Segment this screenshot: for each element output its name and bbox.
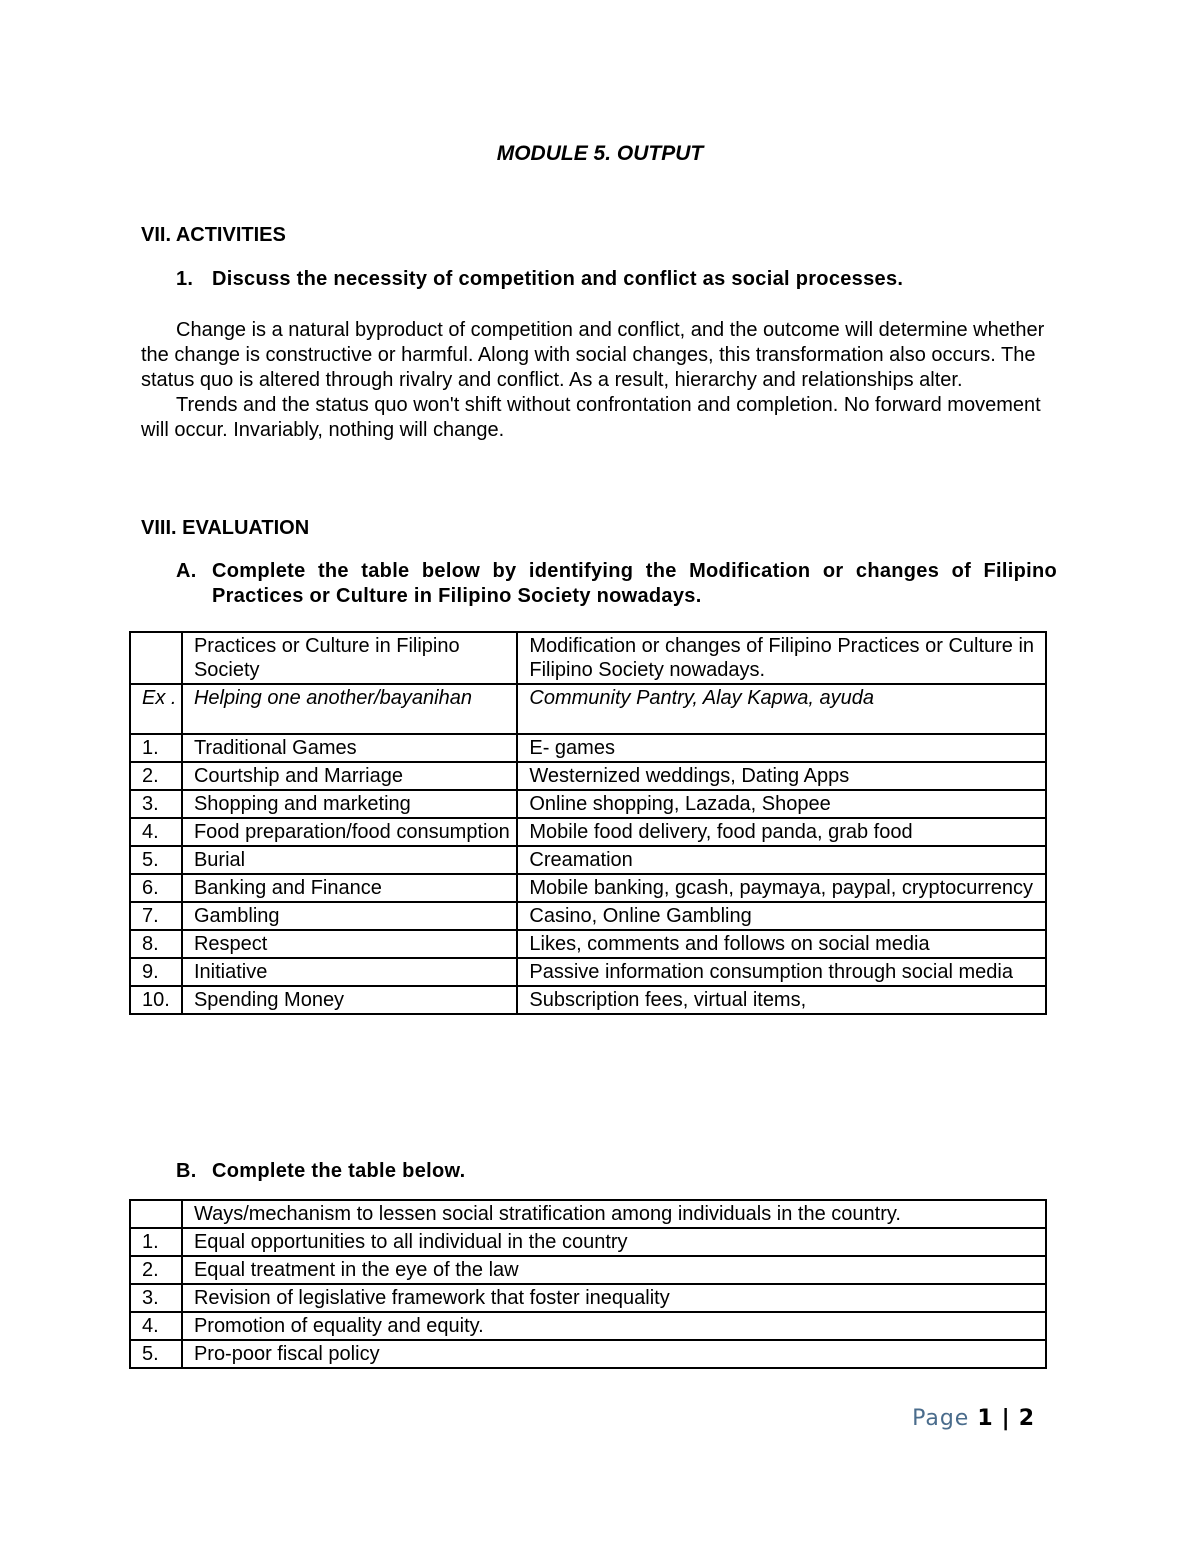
table-row xyxy=(130,762,1046,790)
table-cell: Mobile food delivery, food panda, grab food xyxy=(517,818,1046,846)
table-header-cell: Modification or changes of Filipino Practices or Culture in Filipino Society nowadays. xyxy=(517,632,1046,684)
page-number: 1 xyxy=(977,1406,994,1431)
part-b-instruction: Complete the table below. xyxy=(212,1160,466,1182)
answer-paragraph-1: Change is a natural byproduct of competition and conflict, and the outcome will determine whether the change is constructive or harmful. Along with social changes, this transformation also occurs. The status quo is altered through rivalry and conflict. As a result, hierarchy and relationships alter. xyxy=(141,319,1045,391)
table-cell: 2. xyxy=(130,762,182,790)
table-cell: 3. xyxy=(130,790,182,818)
table-cell: 8. xyxy=(130,930,182,958)
table-row xyxy=(130,1284,1046,1312)
table-cell: 5. xyxy=(130,846,182,874)
table-cell: 6. xyxy=(130,874,182,902)
table-cell: Helping one another/bayanihan xyxy=(182,684,517,734)
table-cell: Equal treatment in the eye of the law xyxy=(182,1256,1046,1284)
table-cell: 7. xyxy=(130,902,182,930)
table-cell: Creamation xyxy=(517,846,1046,874)
table-cell: 3. xyxy=(130,1284,182,1312)
page-footer xyxy=(912,1406,1035,1431)
table-row xyxy=(130,1312,1046,1340)
table-cell: Likes, comments and follows on social media xyxy=(517,930,1046,958)
part-a-instruction-line-1: Complete the table below by identifying the Modification or changes of Filipino xyxy=(212,560,1057,582)
table-cell: Traditional Games xyxy=(182,734,517,762)
table-cell: Revision of legislative framework that foster inequality xyxy=(182,1284,1046,1312)
table-row xyxy=(130,734,1046,762)
table-cell: 5. xyxy=(130,1340,182,1368)
table-cell: Courtship and Marriage xyxy=(182,762,517,790)
table-row xyxy=(130,1256,1046,1284)
table-cell: Casino, Online Gambling xyxy=(517,902,1046,930)
page-word: Page xyxy=(912,1406,970,1431)
table-cell: 2. xyxy=(130,1256,182,1284)
table-header-cell xyxy=(130,1200,182,1228)
table-cell: Community Pantry, Alay Kapwa, ayuda xyxy=(517,684,1046,734)
table-row xyxy=(130,846,1046,874)
table-cell: Pro-poor fiscal policy xyxy=(182,1340,1046,1368)
table-cell: Ex . xyxy=(130,684,182,734)
table-cell: Shopping and marketing xyxy=(182,790,517,818)
example-row xyxy=(130,684,1046,734)
practices-table xyxy=(129,631,1047,1015)
table-row xyxy=(130,874,1046,902)
table-cell: Promotion of equality and equity. xyxy=(182,1312,1046,1340)
table-header-row xyxy=(130,1200,1046,1228)
table-row xyxy=(130,818,1046,846)
table-row xyxy=(130,930,1046,958)
page-separator: | xyxy=(1001,1406,1011,1431)
table-row xyxy=(130,986,1046,1014)
table-cell: Mobile banking, gcash, paymaya, paypal, cryptocurrency xyxy=(517,874,1046,902)
question-number: 1. xyxy=(176,268,194,290)
table-header-cell: Practices or Culture in Filipino Society xyxy=(182,632,517,684)
part-a-instruction-line-2: Practices or Culture in Filipino Society nowadays. xyxy=(212,585,702,607)
table-cell: Initiative xyxy=(182,958,517,986)
table-cell: 10. xyxy=(130,986,182,1014)
table-cell: Banking and Finance xyxy=(182,874,517,902)
total-pages: 2 xyxy=(1018,1406,1035,1431)
answer-text xyxy=(141,318,1061,443)
table-cell: 9. xyxy=(130,958,182,986)
table-row xyxy=(130,1340,1046,1368)
table-header-cell: Ways/mechanism to lessen social stratification among individuals in the country. xyxy=(182,1200,1046,1228)
table-row xyxy=(130,1228,1046,1256)
table-header-row xyxy=(130,632,1046,684)
part-b-letter: B. xyxy=(176,1160,197,1182)
table-cell: Burial xyxy=(182,846,517,874)
table-row xyxy=(130,790,1046,818)
table-cell: Westernized weddings, Dating Apps xyxy=(517,762,1046,790)
table-cell: 4. xyxy=(130,1312,182,1340)
evaluation-heading: VIII. EVALUATION xyxy=(141,517,310,539)
table-cell: Equal opportunities to all individual in the country xyxy=(182,1228,1046,1256)
table-cell: 1. xyxy=(130,1228,182,1256)
table-cell: 4. xyxy=(130,818,182,846)
part-a-letter: A. xyxy=(176,560,197,582)
table-header-cell xyxy=(130,632,182,684)
table-cell: Spending Money xyxy=(182,986,517,1014)
table-cell: Subscription fees, virtual items, xyxy=(517,986,1046,1014)
stratification-table xyxy=(129,1199,1047,1369)
table-cell: E- games xyxy=(517,734,1046,762)
table-cell: Respect xyxy=(182,930,517,958)
table-cell: 1. xyxy=(130,734,182,762)
table-cell: Gambling xyxy=(182,902,517,930)
answer-paragraph-2: Trends and the status quo won't shift without confrontation and completion. No forward movement will occur. Invariably, nothing will change. xyxy=(141,394,1041,441)
table-cell: Passive information consumption through social media xyxy=(517,958,1046,986)
table-cell: Online shopping, Lazada, Shopee xyxy=(517,790,1046,818)
page-title: MODULE 5. OUTPUT xyxy=(496,142,704,165)
question-text: Discuss the necessity of competition and conflict as social processes. xyxy=(212,268,904,290)
table-row xyxy=(130,902,1046,930)
table-row xyxy=(130,958,1046,986)
table-cell: Food preparation/food consumption xyxy=(182,818,517,846)
activities-heading: VII. ACTIVITIES xyxy=(141,224,286,246)
